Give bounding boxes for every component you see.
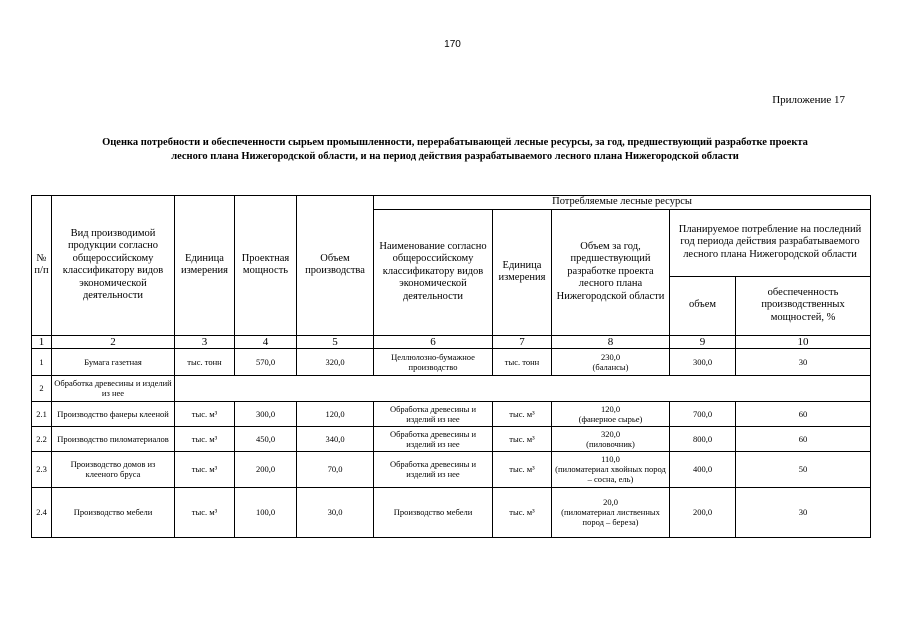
row-prev-volume bbox=[552, 451, 670, 487]
header-planned: Планируемое потребление на последний год периода действия разрабатываемого лесного плана Нижегородской области bbox=[670, 209, 871, 276]
row-res-name: Обработка древесины и изделий из нее bbox=[374, 426, 493, 451]
table-row bbox=[32, 451, 871, 487]
row-res-name: Производство мебели bbox=[374, 487, 493, 537]
table-row bbox=[32, 375, 871, 401]
row-planned-supply: 60 bbox=[736, 401, 871, 426]
row-planned-supply: 50 bbox=[736, 451, 871, 487]
row-res-unit: тыс. м³ bbox=[493, 451, 552, 487]
row-res-name: Целлюлозно-бумажное производство bbox=[374, 348, 493, 375]
row-volume: 120,0 bbox=[297, 401, 374, 426]
row-volume: 30,0 bbox=[297, 487, 374, 537]
column-number: 1 bbox=[32, 335, 52, 348]
column-number: 10 bbox=[736, 335, 871, 348]
column-number: 5 bbox=[297, 335, 374, 348]
prev-volume-note: (пиломатериал хвойных пород – сосна, ель) bbox=[555, 464, 666, 484]
header-product: Вид производимой продукции согласно общероссийскому классификатору видов экономической деятельности bbox=[52, 196, 175, 336]
column-number: 2 bbox=[52, 335, 175, 348]
row-res-unit: тыс. м³ bbox=[493, 487, 552, 537]
row-planned-supply: 60 bbox=[736, 426, 871, 451]
header-unit: Единица измерения bbox=[175, 196, 235, 336]
prev-volume-value: 320,0 bbox=[600, 428, 621, 439]
prev-volume-value: 20,0 bbox=[603, 497, 618, 507]
row-unit: тыс. м³ bbox=[175, 426, 235, 451]
row-capacity: 100,0 bbox=[235, 487, 297, 537]
row-product: Производство мебели bbox=[52, 487, 175, 537]
header-res-name: Наименование согласно общероссийскому классификатору видов экономической деятельности bbox=[374, 209, 493, 335]
row-product: Бумага газетная bbox=[52, 348, 175, 375]
row-capacity: 450,0 bbox=[235, 426, 297, 451]
header-consumed: Потребляемые лесные ресурсы bbox=[374, 196, 871, 210]
row-unit: тыс. м³ bbox=[175, 451, 235, 487]
row-planned-volume: 300,0 bbox=[670, 348, 736, 375]
row-planned-supply: 30 bbox=[736, 487, 871, 537]
header-planned-volume: объем bbox=[670, 276, 736, 335]
prev-volume-note: (балансы) bbox=[592, 361, 629, 372]
row-unit: тыс. м³ bbox=[175, 487, 235, 537]
resource-table bbox=[31, 195, 871, 538]
header-capacity: Проектная мощность bbox=[235, 196, 297, 336]
row-planned-volume: 200,0 bbox=[670, 487, 736, 537]
row-unit: тыс. м³ bbox=[175, 401, 235, 426]
column-number: 6 bbox=[374, 335, 493, 348]
header-volume: Объем производства bbox=[297, 196, 374, 336]
page-number: 170 bbox=[444, 39, 461, 50]
prev-volume-value: 230,0 bbox=[600, 351, 621, 362]
row-unit: тыс. тонн bbox=[175, 348, 235, 375]
column-number: 9 bbox=[670, 335, 736, 348]
row-num: 2.4 bbox=[32, 487, 52, 537]
row-product: Производство пиломатериалов bbox=[52, 426, 175, 451]
row-volume: 320,0 bbox=[297, 348, 374, 375]
row-empty bbox=[175, 375, 871, 401]
row-volume: 340,0 bbox=[297, 426, 374, 451]
header-prev-volume: Объем за год, предшествующий разработке проекта лесного плана Нижегородской области bbox=[552, 209, 670, 335]
prev-volume-value: 120,0 bbox=[600, 403, 621, 414]
row-res-unit: тыс. м³ bbox=[493, 426, 552, 451]
table-row bbox=[32, 401, 871, 426]
header-num: № п/п bbox=[32, 196, 52, 336]
row-num: 2.1 bbox=[32, 401, 52, 426]
row-res-unit: тыс. тонн bbox=[493, 348, 552, 375]
row-num: 2.2 bbox=[32, 426, 52, 451]
row-prev-volume bbox=[552, 348, 670, 375]
row-planned-volume: 400,0 bbox=[670, 451, 736, 487]
table-row bbox=[32, 487, 871, 537]
header-res-unit: Единица измерения bbox=[493, 209, 552, 335]
row-product: Производство домов из клееного бруса bbox=[52, 451, 175, 487]
row-capacity: 300,0 bbox=[235, 401, 297, 426]
row-prev-volume bbox=[552, 426, 670, 451]
table-row bbox=[32, 426, 871, 451]
column-number-row bbox=[32, 335, 871, 348]
prev-volume-value: 110,0 bbox=[601, 454, 620, 464]
row-planned-supply: 30 bbox=[736, 348, 871, 375]
row-planned-volume: 800,0 bbox=[670, 426, 736, 451]
prev-volume-note: (фанерное сырье) bbox=[578, 413, 643, 424]
row-num: 2 bbox=[32, 375, 52, 401]
column-number: 7 bbox=[493, 335, 552, 348]
row-capacity: 200,0 bbox=[235, 451, 297, 487]
header-planned-supply: обеспеченность производственных мощностей, % bbox=[736, 276, 871, 335]
row-res-name: Обработка древесины и изделий из нее bbox=[374, 401, 493, 426]
row-num: 1 bbox=[32, 348, 52, 375]
column-number: 3 bbox=[175, 335, 235, 348]
appendix-label: Приложение 17 bbox=[772, 94, 845, 106]
row-planned-volume: 700,0 bbox=[670, 401, 736, 426]
table-row bbox=[32, 348, 871, 375]
row-volume: 70,0 bbox=[297, 451, 374, 487]
column-number: 8 bbox=[552, 335, 670, 348]
row-product: Обработка древесины и изделий из нее bbox=[52, 375, 175, 401]
row-product: Производство фанеры клееной bbox=[52, 401, 175, 426]
row-num: 2.3 bbox=[32, 451, 52, 487]
row-prev-volume bbox=[552, 487, 670, 537]
prev-volume-note: (пиловочник) bbox=[586, 438, 635, 449]
prev-volume-note: (пиломатериал лиственных пород – береза) bbox=[561, 507, 660, 527]
header-row-1 bbox=[32, 196, 871, 210]
column-number: 4 bbox=[235, 335, 297, 348]
row-capacity: 570,0 bbox=[235, 348, 297, 375]
document-title: Оценка потребности и обеспеченности сырьем промышленности, перерабатывающей лесные ресурсы, за год, предшествующий разработке проекта лесного плана Нижегородской области, и на период действия разрабатываемого лесного плана Нижегородской области bbox=[102, 137, 808, 162]
row-res-name: Обработка древесины и изделий из нее bbox=[374, 451, 493, 487]
row-res-unit: тыс. м³ bbox=[493, 401, 552, 426]
row-prev-volume bbox=[552, 401, 670, 426]
